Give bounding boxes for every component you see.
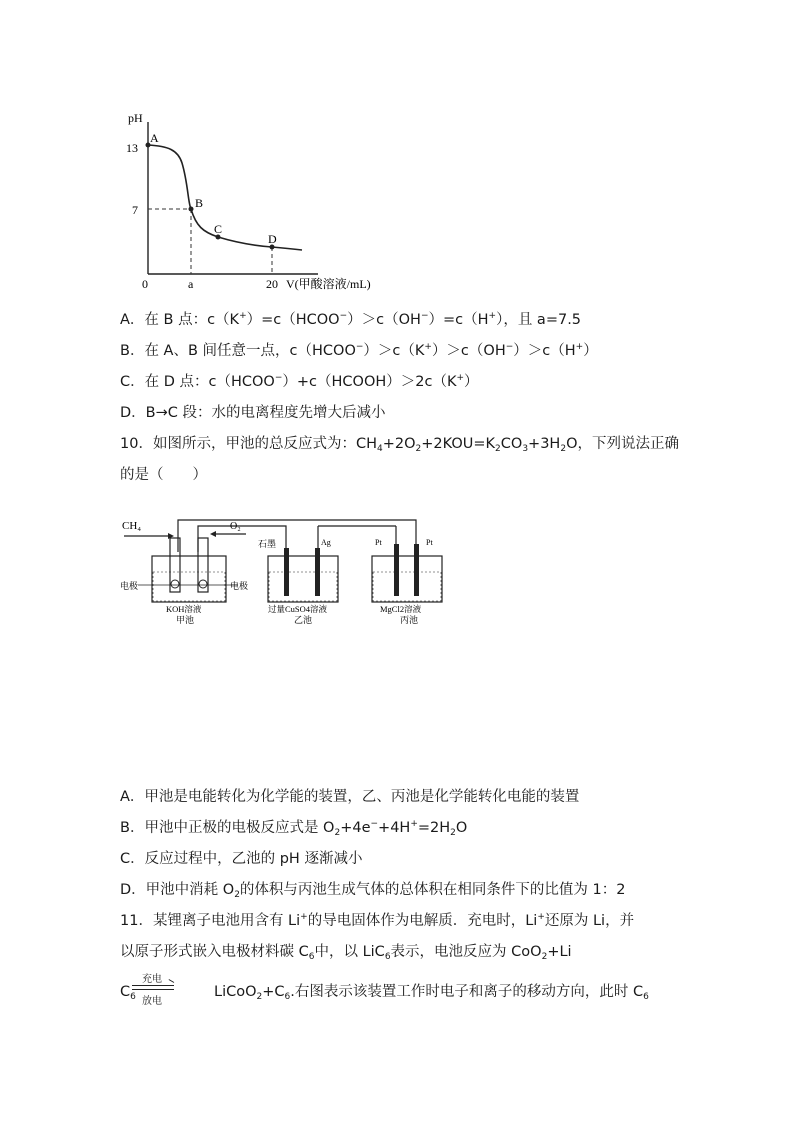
ag-label: Ag <box>321 538 331 547</box>
titration-graph <box>118 108 398 298</box>
pt2-label: Pt <box>426 538 433 547</box>
o2-label: O₂ <box>230 521 241 532</box>
q10-option-c: C．反应过程中，乙池的 pH 逐渐减小 <box>120 851 363 867</box>
pt1-label: Pt <box>375 538 382 547</box>
q11-line3: $C_6$ <box>120 984 136 1002</box>
q9-option-d: D．B→C 段：水的电离程度先增大后减小 <box>120 405 386 421</box>
graphite-label: 石墨 <box>258 539 277 549</box>
q10-option-b: B．甲池中正极的电极反应式是 $O_2+4e^-+4H^+=2H_2O$ <box>120 819 468 838</box>
y-tick-7: 7 <box>132 203 138 217</box>
discharge-label: 放电 <box>142 996 162 1007</box>
x-tick-20: 20 <box>266 277 278 291</box>
cell1-name: 甲池 <box>176 615 195 625</box>
cell1-solution: KOH溶液 <box>166 604 202 614</box>
cell3-solution: MgCl2溶液 <box>380 604 422 614</box>
point-b <box>189 207 194 212</box>
electrode-right-label: 电极 <box>230 581 249 591</box>
label-b: B <box>195 196 204 210</box>
titration-curve <box>148 145 302 250</box>
reversible-arrow <box>132 970 176 1010</box>
q11-line1: 11．某锂离子电池用含有 Li+的导电固体作为电解质．充电时，Li+还原为 Li，并 <box>120 912 635 929</box>
q10-option-a: A．甲池是电能转化为化学能的装置，乙、丙池是化学能转化电能的装置 <box>120 789 580 805</box>
electrochemistry-apparatus <box>118 512 448 632</box>
charge-label: 充电 <box>142 974 162 985</box>
q10-stem-line1: 10．如图所示，甲池的总反应式为：$CH_4+2O_2+2KOU=K_2CO_3+3H_2O$，下列说法正确 <box>120 436 679 454</box>
x-tick-a: a <box>188 277 194 291</box>
y-tick-13: 13 <box>126 141 138 155</box>
q10-stem-line2: 的是（ ） <box>120 467 207 483</box>
x-tick-0: 0 <box>142 277 148 291</box>
ch4-label: CH₄ <box>122 520 142 532</box>
q11-line2: 以原子形式嵌入电极材料碳 $C_6$中，以 LiC$_6$表示，电池反应为 CoO$_2$+Li <box>120 944 572 962</box>
y-axis-label: pH <box>128 111 143 125</box>
cell3-name: 丙池 <box>400 615 419 625</box>
q9-option-b: B．在 A、B 间任意一点，c（HCOO−）＞c（K+）＞c（OH−）＞c（H+） <box>120 342 598 359</box>
q9-option-c: C．在 D 点：c（HCOO−）+c（HCOOH）＞2c（K+） <box>120 373 479 390</box>
cell2-solution: 过量CuSO4溶液 <box>268 604 328 614</box>
label-d: D <box>268 232 277 246</box>
electrode-left-label: 电极 <box>120 581 139 591</box>
label-a: A <box>150 131 159 145</box>
q11-line3-rest: $LiCoO_2+C_6$.右图表示该装置工作时电子和离子的移动方向，此时 $C_6$ <box>214 984 649 1002</box>
x-axis-label: V(甲酸溶液/mL) <box>286 277 371 291</box>
q10-option-d: D．甲池中消耗 $O_2$的体积与丙池生成气体的总体积在相同条件下的比值为 1：2 <box>120 882 626 900</box>
cell2-name: 乙池 <box>294 615 313 625</box>
label-c: C <box>214 222 223 236</box>
q9-option-a: A．在 B 点：c（K+）=c（HCOO−）＞c（OH−）=c（H+），且 a=7.5 <box>120 311 582 328</box>
